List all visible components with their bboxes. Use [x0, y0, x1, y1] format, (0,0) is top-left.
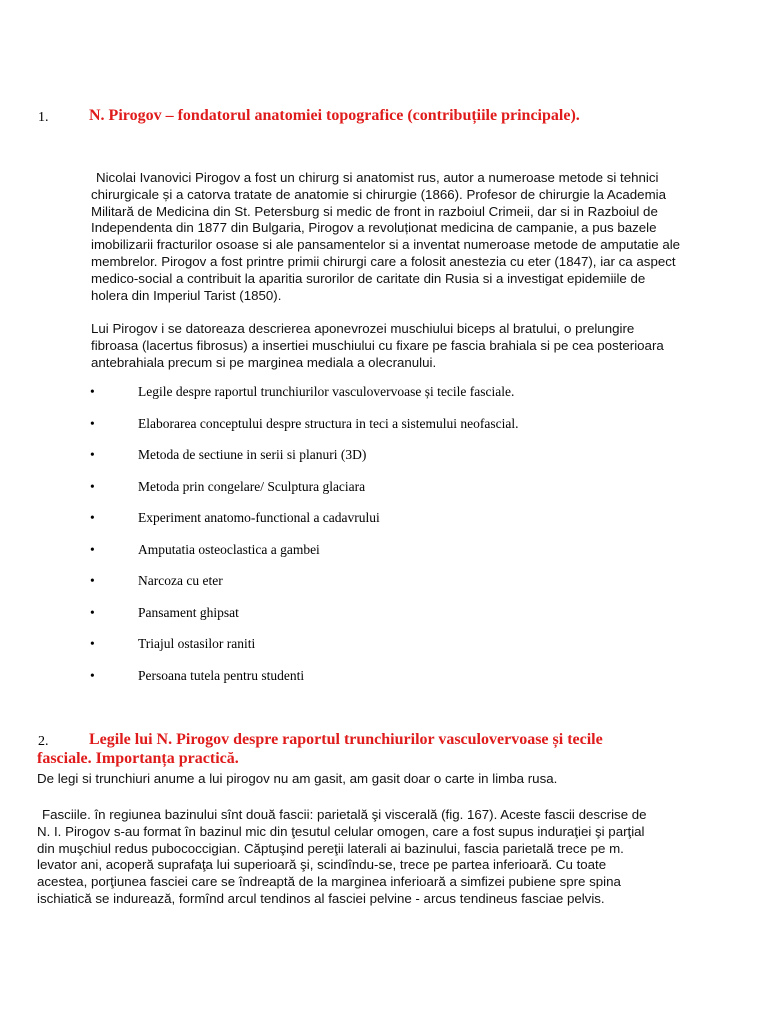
contributions-list	[0, 384, 768, 699]
bullet-icon: •	[90, 636, 95, 651]
bullet-icon: •	[90, 478, 95, 494]
bullet-icon: •	[90, 415, 95, 431]
list-item	[0, 542, 768, 574]
section-2-title-line-2: fasciale. Importanța practică.	[37, 750, 239, 767]
section-2-number: 2.	[38, 734, 49, 749]
bullet-icon: •	[90, 447, 95, 462]
list-item-text: Legile despre raportul trunchiurilor vasculovervoase și tecile fasciale.	[138, 384, 515, 399]
section-2-paragraph: Fasciile. în regiunea bazinului sînt două fascii: parietală şi viscerală (fig. 167). Aceste fascii descrise de N. I. Pirogov s-au format în bazinul mic din ţesutul celular omogen, care a fost supus induraţiei şi parţial din muşchiul redus pubococcigian. Căptuşind pereţii laterali ai bazinului, fascia parietală trece pe m. levator ani, acoperă suprafaţa lui superioară şi, scindîndu-se, trece pe partea inferioară. Cu toate acestea, porţiunea fasciei care se îndreaptă de la marginea inferioară a simfizei pubiene spre spina ischiatică se indurează, formînd arcul tendinos al fasciei pelvine - arcus tendineus fasciae pelvis.	[37, 807, 647, 906]
list-item-text: Pansament ghipsat	[138, 604, 239, 620]
list-item	[0, 416, 768, 448]
list-item-text: Experiment anatomo-functional a cadavrului	[138, 510, 380, 525]
bullet-icon: •	[90, 541, 95, 557]
list-item	[0, 479, 768, 511]
bullet-icon: •	[90, 667, 95, 683]
bullet-icon: •	[90, 604, 95, 620]
list-item-text: Metoda prin congelare/ Sculptura glaciara	[138, 478, 366, 494]
list-item	[0, 384, 768, 416]
list-item	[0, 510, 768, 542]
list-item-text: Persoana tutela pentru studenti	[138, 667, 305, 683]
bullet-icon: •	[90, 510, 95, 525]
list-item	[0, 605, 768, 637]
list-item	[0, 573, 768, 605]
list-item-text: Elaborarea conceptului despre structura in teci a sistemului neofascial.	[138, 415, 519, 431]
section-2-title-line-1: Legile lui N. Pirogov despre raportul trunchiurilor vasculovervoase și tecile	[89, 731, 603, 748]
list-item-text: Amputatia osteoclastica a gambei	[138, 541, 320, 557]
section-1-number: 1.	[38, 110, 49, 125]
section-1-paragraph-2: Lui Pirogov i se datoreaza descrierea aponevrozei muschiului biceps al bratului, o prelungire fibroasa (lacertus fibrosus) a insertiei muschiului cu fixare pe fascia brahiala si pe cea posterioara antebrahiala precum si pe marginea mediala a olecranului.	[91, 321, 664, 370]
section-1-paragraph-1: Nicolai Ivanovici Pirogov a fost un chirurg si anatomist rus, autor a numeroase metode si tehnici chirurgicale și a catorva tratate de anatomie si chirurgie (1866). Profesor de chirurgie la Academia Militară de Medicina din St. Petersburg si medic de front in razboiul Crimeii, dar si in Razboiul de Independenta din 1877 din Bulgaria, Pirogov a revoluționat medicina de campanie, a pus bazele imobilizarii fracturilor osoase si ale pansamentelor si a inventat numeroase metode de amputatie ale membrelor. Pirogov a fost printre primii chirurgi care a folosit anestezia cu eter (1847), iar ca aspect medico-social a contribuit la aparitia surorilor de caritate din Rusia si a investigat epidemiile de holera din Imperiul Tarist (1850).	[91, 170, 681, 303]
list-item-text: Narcoza cu eter	[138, 573, 223, 588]
list-item	[0, 636, 768, 668]
list-item-text: Metoda de sectiune in serii si planuri (3D)	[138, 447, 367, 462]
list-item-text: Triajul ostasilor raniti	[138, 636, 256, 651]
section-1-title: N. Pirogov – fondatorul anatomiei topografice (contribuțiile principale).	[89, 107, 580, 124]
bullet-icon: •	[90, 573, 95, 588]
bullet-icon: •	[90, 384, 95, 399]
list-item	[0, 447, 768, 479]
section-2-note: De legi si trunchiuri anume a lui pirogov nu am gasit, am gasit doar o carte in limba rusa.	[37, 771, 558, 786]
list-item	[0, 668, 768, 700]
